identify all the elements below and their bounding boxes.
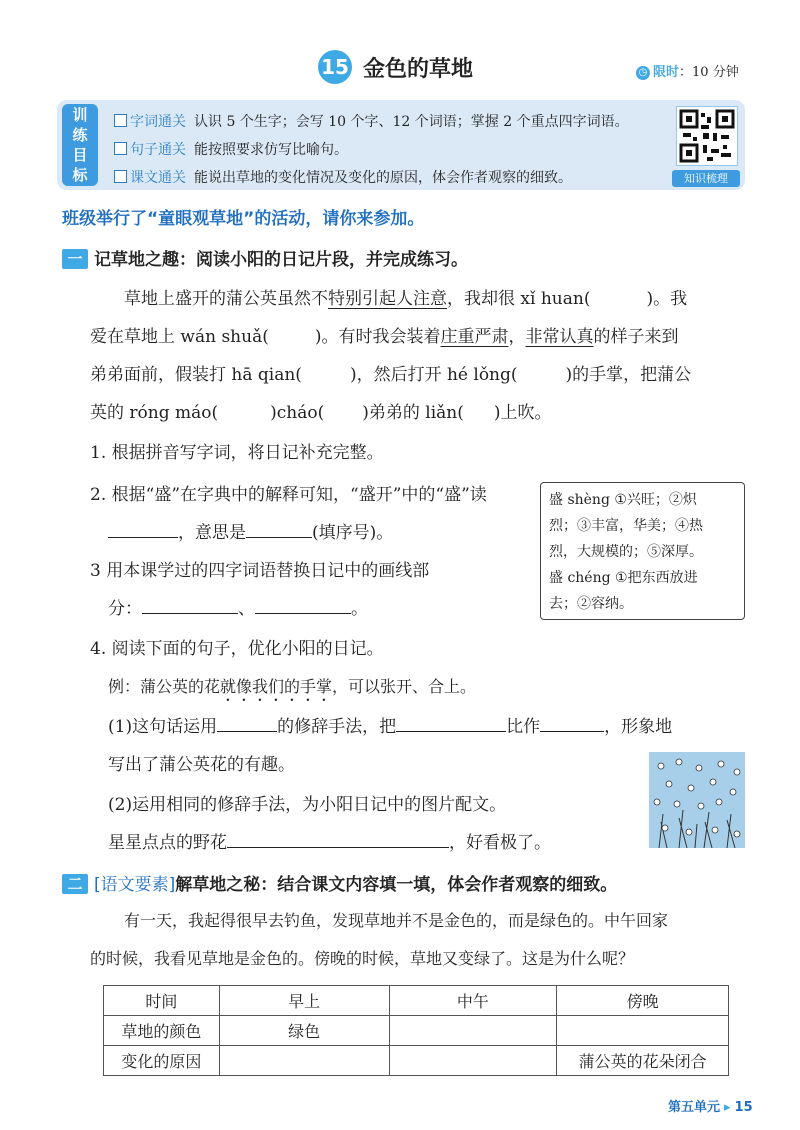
question-4: 4. 阅读下面的句子，优化小阳的日记。 — [90, 639, 384, 659]
goal-key: 句子通关 — [114, 142, 186, 158]
table-cell: 绿色 — [219, 1016, 389, 1046]
underlined-phrase: 庄重严肃 — [440, 327, 509, 347]
goal-text: 能说出草地的变化情况及变化的原因，体会作者观察的细致。 — [194, 170, 572, 186]
answer-blank[interactable] — [227, 833, 449, 848]
question-4-1: (1)这句话运用 的修辞手法，把 比作 ，形象地 — [108, 717, 673, 737]
diary-line-3: 弟弟面前，假装打 hā qian( )，然后打开 hé lǒng( )的手掌，把蒲公 — [90, 365, 692, 385]
story-paragraph-1: 有一天，我起得很早去钓鱼，发现草地并不是金色的，而是绿色的。中午回家 — [124, 911, 669, 930]
table-answer-cell[interactable] — [557, 1016, 729, 1046]
knowledge-review-label[interactable]: 知识梳理 — [672, 170, 740, 187]
goals-tag-char: 标 — [72, 166, 88, 184]
diary-line-2: 爱在草地上 wán shuǎ( )。有时我会装着庄重严肃，非常认真的样子来到 — [90, 327, 679, 347]
answer-blank[interactable] — [396, 717, 506, 732]
page-number: 15 — [734, 1100, 753, 1115]
table-header-cell: 早上 — [219, 986, 389, 1016]
table-header-cell: 中午 — [389, 986, 557, 1016]
question-4-2: (2)运用相同的修辞手法，为小阳日记中的图片配文。 — [108, 795, 507, 815]
time-limit-value: 10 分钟 — [692, 65, 739, 80]
table-answer-cell[interactable] — [389, 1016, 557, 1046]
example-sentence: 例：蒲公英的花就像我们的手掌，可以张开、合上。 — [108, 677, 477, 696]
section-badge: 二 — [62, 874, 88, 894]
answer-blank[interactable] — [255, 599, 351, 614]
lesson-number-badge: 15 — [318, 50, 352, 84]
table-row — [104, 1016, 729, 1046]
answer-blank[interactable] — [217, 717, 277, 732]
activity-intro: 班级举行了“童眼观草地”的活动，请你来参加。 — [62, 209, 425, 229]
table-cell: 蒲公英的花朵闭合 — [557, 1046, 729, 1076]
question-3: 3 用本课学过的四字词语替换日记中的画线部 — [90, 561, 430, 581]
table-answer-cell[interactable] — [219, 1046, 389, 1076]
unit-label: 第五单元 — [668, 1100, 721, 1115]
dictionary-entry-box: 盛 shèng ①兴旺；②炽 烈；③丰富，华美；④热 烈，大规模的；⑤深厚。 盛 chéng ①把东西放进 去；②容纳。 — [540, 482, 745, 620]
diary-line-1: 草地上盛开的蒲公英虽然不特别引起人注意，我却很 xǐ huan( )。我 — [124, 289, 688, 309]
table-header-row — [104, 986, 729, 1016]
section-one-heading: 一 记草地之趣：阅读小阳的日记片段，并完成练习。 — [62, 245, 468, 270]
goal-text: 能按照要求仿写比喻句。 — [194, 142, 348, 158]
underlined-phrase: 非常认真 — [525, 327, 594, 347]
table-header-cell: 时间 — [104, 986, 220, 1016]
table-cell: 变化的原因 — [104, 1046, 220, 1076]
story-paragraph-2: 的时候，我看见草地是金色的。傍晚的时候，草地又变绿了。这是为什么呢？ — [90, 949, 635, 968]
question-3-blanks: 分： 、 。 — [108, 599, 368, 619]
time-limit: ◷ 限时：10 分钟 — [636, 61, 739, 80]
lesson-title: 金色的草地 — [363, 57, 474, 82]
question-2-blanks: ，意思是 (填序号)。 — [108, 514, 393, 552]
question-2: 2. 根据“盛”在字典中的解释可知，“盛开”中的“盛”读 — [90, 485, 487, 505]
question-4-3: 星星点点的野花 ，好看极了。 — [108, 833, 551, 853]
goal-text: 认识 5 个生字；会写 10 个字、12 个词语；掌握 2 个重点四字词语。 — [194, 114, 629, 130]
answer-blank[interactable] — [246, 523, 312, 538]
goal-key: 课文通关 — [114, 170, 186, 186]
section-badge: 一 — [62, 249, 88, 269]
question-1: 1. 根据拼音写字词，将日记补充完整。 — [90, 443, 384, 463]
goal-row-text — [114, 167, 572, 187]
diary-line-4: 英的 róng máo( )cháo( )弟弟的 liǎn( )上吹。 — [90, 403, 552, 423]
page-footer — [668, 1096, 753, 1115]
emphasized-phrase: 就像我们的手掌 — [220, 677, 333, 696]
answer-blank[interactable] — [142, 599, 238, 614]
goal-row-words — [114, 111, 629, 131]
time-limit-label: 限时 — [653, 65, 680, 80]
table-cell: 草地的颜色 — [104, 1016, 220, 1046]
goal-key: 字词通关 — [114, 114, 186, 130]
table-answer-cell[interactable] — [389, 1046, 557, 1076]
training-goals-tag — [62, 104, 98, 186]
answer-blank[interactable] — [108, 523, 178, 538]
qr-code-icon[interactable] — [676, 106, 738, 166]
section-tag: [语文要素] — [94, 875, 176, 895]
clock-icon: ◷ — [636, 66, 650, 80]
section-two-heading: 二 [语文要素]解草地之秘：结合课文内容填一填，体会作者观察的细致。 — [62, 870, 617, 895]
goals-tag-char: 练 — [72, 126, 88, 144]
goal-row-sentence — [114, 139, 348, 159]
wildflower-illustration — [649, 752, 745, 848]
goals-tag-char: 训 — [72, 106, 88, 124]
goals-tag-char: 目 — [72, 146, 88, 164]
table-row — [104, 1046, 729, 1076]
chevron-right-icon: ▸ — [724, 1100, 731, 1115]
answer-blank[interactable] — [540, 717, 604, 732]
grass-change-table — [103, 985, 729, 1076]
underlined-phrase: 特别引起人注意 — [328, 289, 447, 309]
question-4-1-cont: 写出了蒲公英花的有趣。 — [108, 755, 295, 775]
table-header-cell: 傍晚 — [557, 986, 729, 1016]
